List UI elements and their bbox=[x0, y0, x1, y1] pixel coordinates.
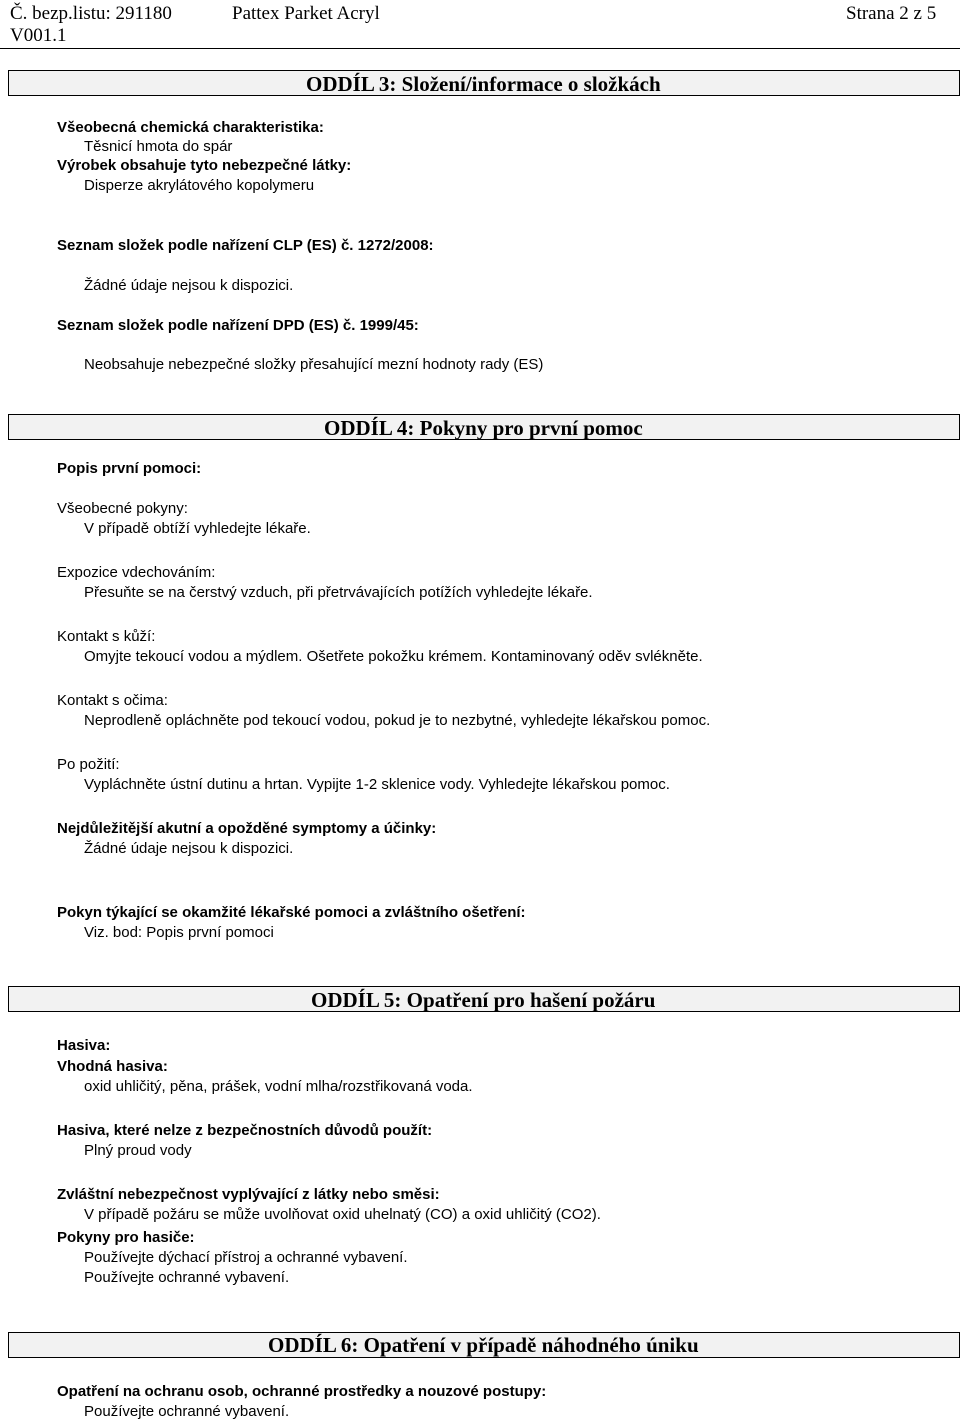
dpd-list-label: Seznam složek podle nařízení DPD (ES) č. 1999/45: bbox=[57, 317, 419, 334]
general-characteristics-label: Všeobecná chemická charakteristika: bbox=[57, 119, 324, 136]
medical-attention-label: Pokyn týkající se okamžité lékařské pomoci a zvláštního ošetření: bbox=[57, 904, 526, 921]
first-aid-description-label: Popis první pomoci: bbox=[57, 460, 202, 477]
dpd-list-value: Neobsahuje nebezpečné složky přesahující mezní hodnoty rady (ES) bbox=[84, 356, 544, 373]
inhalation-label: Expozice vdechováním: bbox=[57, 564, 216, 581]
firefighter-advice-label: Pokyny pro hasiče: bbox=[57, 1229, 195, 1246]
inhalation-value: Přesuňte se na čerstvý vzduch, při přetrvávajících potížích vyhledejte lékaře. bbox=[84, 584, 593, 601]
version: V001.1 bbox=[10, 25, 67, 46]
hazardous-substances-value: Disperze akrylátového kopolymeru bbox=[84, 177, 315, 194]
medical-attention-value: Viz. bod: Popis první pomoci bbox=[84, 924, 274, 941]
section-3-title: ODDÍL 3: Složení/informace o složkách bbox=[306, 72, 661, 96]
ingestion-label: Po požití: bbox=[57, 756, 120, 773]
firefighter-advice-value-2: Používejte ochranné vybavení. bbox=[84, 1269, 290, 1286]
general-characteristics-value: Těsnicí hmota do spár bbox=[84, 138, 233, 155]
general-advice-value: V případě obtíží vyhledejte lékaře. bbox=[84, 520, 311, 537]
symptoms-value: Žádné údaje nejsou k dispozici. bbox=[84, 840, 294, 857]
suitable-media-label: Vhodná hasiva: bbox=[57, 1058, 168, 1075]
sheet-number: Č. bezp.listu: 291180 bbox=[10, 3, 172, 24]
personal-precautions-value: Používejte ochranné vybavení. bbox=[84, 1403, 290, 1420]
unsuitable-media-value: Plný proud vody bbox=[84, 1142, 192, 1159]
unsuitable-media-label: Hasiva, které nelze z bezpečnostních důvodů použít: bbox=[57, 1122, 433, 1139]
section-5-title: ODDÍL 5: Opatření pro hašení požáru bbox=[311, 988, 656, 1012]
section-4-title: ODDÍL 4: Pokyny pro první pomoc bbox=[324, 416, 643, 440]
section-6-title: ODDÍL 6: Opatření v případě náhodného úniku bbox=[268, 1333, 699, 1357]
eye-contact-label: Kontakt s očima: bbox=[57, 692, 168, 709]
clp-list-label: Seznam složek podle nařízení CLP (ES) č. 1272/2008: bbox=[57, 237, 434, 254]
skin-contact-label: Kontakt s kůží: bbox=[57, 628, 156, 645]
ingestion-value: Vypláchněte ústní dutinu a hrtan. Vypijte 1-2 sklenice vody. Vyhledejte lékařskou pomoc. bbox=[84, 776, 670, 793]
extinguishing-media-label: Hasiva: bbox=[57, 1037, 111, 1054]
personal-precautions-label: Opatření na ochranu osob, ochranné prostředky a nouzové postupy: bbox=[57, 1383, 547, 1400]
eye-contact-value: Neprodleně opláchněte pod tekoucí vodou, pokud je to nezbytné, vyhledejte lékařskou pomoc. bbox=[84, 712, 711, 729]
product-name: Pattex Parket Acryl bbox=[232, 3, 380, 24]
special-hazards-value: V případě požáru se může uvolňovat oxid uhelnatý (CO) a oxid uhličitý (CO2). bbox=[84, 1206, 601, 1223]
clp-list-value: Žádné údaje nejsou k dispozici. bbox=[84, 277, 294, 294]
firefighter-advice-value-1: Používejte dýchací přístroj a ochranné vybavení. bbox=[84, 1249, 408, 1266]
suitable-media-value: oxid uhličitý, pěna, prášek, vodní mlha/rozstřikovaná voda. bbox=[84, 1078, 473, 1095]
hazardous-substances-label: Výrobek obsahuje tyto nebezpečné látky: bbox=[57, 157, 352, 174]
symptoms-label: Nejdůležitější akutní a opožděné symptomy a účinky: bbox=[57, 820, 437, 837]
general-advice-label: Všeobecné pokyny: bbox=[57, 500, 188, 517]
special-hazards-label: Zvláštní nebezpečnost vyplývající z látky nebo směsi: bbox=[57, 1186, 440, 1203]
skin-contact-value: Omyjte tekoucí vodou a mýdlem. Ošetřete pokožku krémem. Kontaminovaný oděv svlékněte. bbox=[84, 648, 703, 665]
page-number: Strana 2 z 5 bbox=[846, 3, 937, 24]
header-rule bbox=[0, 48, 960, 49]
